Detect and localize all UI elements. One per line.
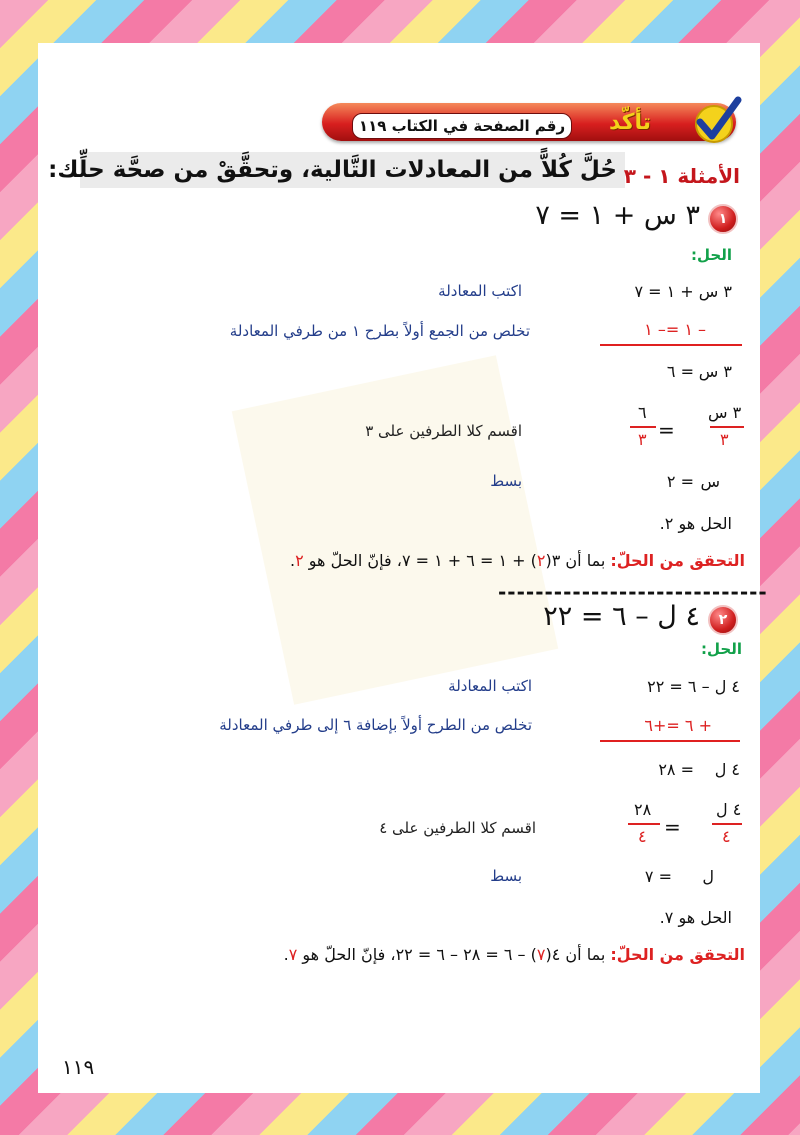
p2-check [284, 945, 745, 964]
p1-frac-right-num: ٦ [638, 403, 647, 422]
p1-frac-right-line [630, 426, 656, 428]
problem-2-badge: ٢ [708, 605, 738, 635]
instruction: حُلَّ كُلاًّ من المعادلات التَّالية، وتحقَّقْ من صحَّة حلِّك: [80, 152, 625, 188]
banner-page-ref: رقم الصفحة في الكتاب ١١٩ [352, 113, 572, 139]
page-number: ١١٩ [62, 1055, 95, 1079]
problem-1-equation: ٣ س + ١ = ٧ [535, 200, 700, 231]
problem-1-badge: ١ [708, 204, 738, 234]
p2-frac-right-num: ٢٨ [634, 800, 652, 819]
p2-note-simplify: بسط [490, 867, 522, 885]
p2-simplify-right: = ٧ [644, 867, 672, 886]
problem-1-solution-label: الحل: [691, 246, 732, 264]
p1-frac-left-line [710, 426, 744, 428]
p2-note-divide: اقسم كلا الطرفين على ٤ [379, 819, 536, 837]
p1-note-write: اكتب المعادلة [438, 282, 522, 300]
checkmark-icon [690, 94, 742, 146]
p2-check-end: . [283, 945, 289, 964]
problem-2-solution-label: الحل: [701, 640, 742, 658]
p2-note-write: اكتب المعادلة [448, 677, 532, 695]
p2-frac-left-line [712, 823, 742, 825]
p2-step-add: + ٦ =+٦ [644, 716, 712, 735]
p2-check-text-b: ) – ٦ = ٢٨ – ٦ = ٢٢، فإنّ الحلّ هو [297, 945, 537, 964]
p2-check-value: ٧ [536, 945, 546, 964]
p1-check-text-b: ) + ١ = ٦ + ١ = ٧، فإنّ الحلّ هو [303, 551, 537, 570]
p1-check-label: التحقق من الحلّ: [610, 551, 745, 570]
p1-step-equation: ٣ س + ١ = ٧ [634, 282, 732, 301]
p1-frac-eq: = [658, 418, 675, 442]
p1-note-simplify: بسط [490, 472, 522, 490]
p1-step-subtract: – ١ =– ١ [644, 320, 706, 339]
p1-simplify-right: = ٢ [666, 472, 694, 491]
p1-frac-right-den: ٣ [638, 430, 647, 449]
p2-frac-left-num: ٤ ل [716, 800, 742, 819]
p1-simplify-left: س [700, 472, 720, 491]
p2-frac-left-den: ٤ [722, 827, 731, 846]
p2-rule [600, 740, 740, 742]
p2-note-add: تخلص من الطرح أولاً بإضافة ٦ إلى طرفي المعادلة [219, 716, 532, 734]
p1-frac-left-den: ٣ [720, 430, 729, 449]
p2-frac-right-line [628, 823, 660, 825]
p1-check-value: ٢ [536, 551, 546, 570]
p1-check-final: ٢ [295, 551, 304, 570]
p2-frac-right-den: ٤ [638, 827, 647, 846]
p1-check-text-a: بما أن ٣( [545, 551, 611, 570]
p1-note-subtract: تخلص من الجمع أولاً بطرح ١ من طرفي المعادلة [229, 322, 530, 340]
p1-result: الحل هو ٢. [659, 514, 732, 533]
problem-2-equation: ٤ ل – ٦ = ٢٢ [543, 601, 700, 632]
p2-step-equation: ٤ ل – ٦ = ٢٢ [647, 677, 740, 696]
p1-note-divide: اقسم كلا الطرفين على ٣ [365, 422, 522, 440]
p1-step-left: ٣ س [698, 362, 732, 381]
separator: ----------------------------- [498, 580, 768, 604]
banner-word: تأكّد [608, 109, 652, 135]
p1-frac-left-num: ٣ س [708, 403, 742, 422]
p2-frac-eq: = [664, 815, 681, 839]
p1-rule [600, 344, 742, 346]
p2-result: الحل هو ٧. [659, 908, 732, 927]
p1-check [290, 551, 745, 570]
p2-simplify-left: ل [702, 867, 714, 886]
p2-check-label: التحقق من الحلّ: [610, 945, 745, 964]
examples-label: الأمثلة ١ - ٣ [623, 164, 740, 188]
p2-step-right: = ٢٨ [658, 760, 694, 779]
p2-check-final: ٧ [288, 945, 298, 964]
p2-step-left: ٤ ل [714, 760, 740, 779]
p1-check-end: . [290, 551, 296, 570]
p2-check-text-a: بما أن ٤( [545, 945, 611, 964]
p1-step-right: = ٦ [666, 362, 694, 381]
